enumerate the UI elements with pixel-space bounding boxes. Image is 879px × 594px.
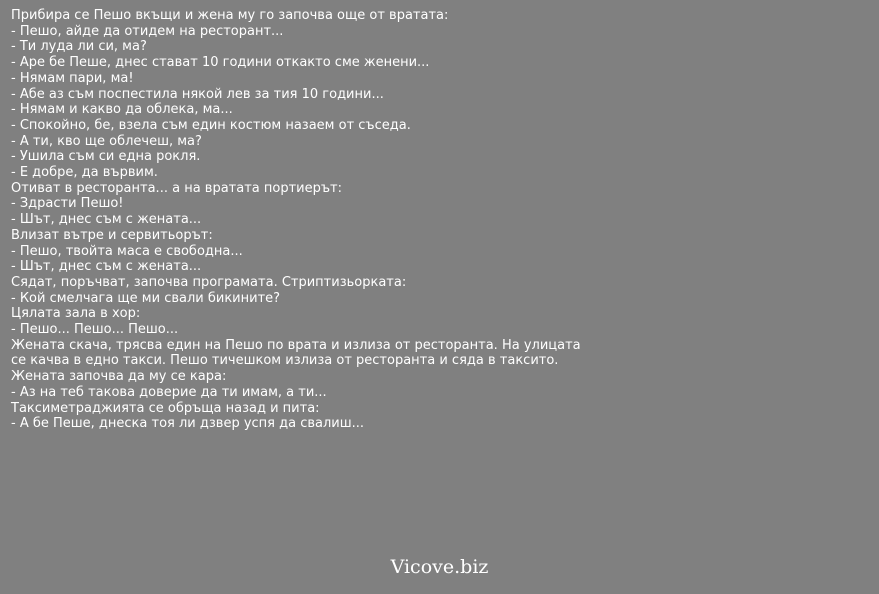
- joke-line: - Е добре, да вървим.: [11, 165, 158, 181]
- joke-line: Жената започва да му се кара:: [11, 369, 227, 385]
- joke-line: Влизат вътре и сервитьорът:: [11, 227, 213, 243]
- joke-line: Цялата зала в хор:: [11, 306, 141, 322]
- site-watermark: Vicove.biz: [390, 556, 489, 578]
- joke-line: - Аз на теб такова доверие да ти имам, а ти...: [11, 384, 327, 400]
- joke-line: - Абе аз съм поспестила някой лев за тия 10 години...: [11, 86, 384, 102]
- joke-line: - Пешо... Пешо... Пешо...: [11, 322, 179, 338]
- joke-line: - Шът, днес съм с жената...: [11, 259, 202, 275]
- joke-line: - Ти луда ли си, ма?: [11, 39, 147, 55]
- joke-line: - Ушила съм си една рокля.: [11, 149, 201, 165]
- joke-line: - Шът, днес съм с жената...: [11, 212, 202, 228]
- joke-text: [11, 8, 591, 432]
- joke-line: - Нямам пари, ма!: [11, 70, 134, 86]
- joke-line: - Спокойно, бе, взела съм един костюм назаем от съседа.: [11, 117, 411, 133]
- joke-line: - Здрасти Пешо!: [11, 196, 124, 212]
- joke-line: Жената скача, трясва един на Пешо по врата и излиза от ресторанта. На улицата се качва в едно такси. Пешо тичешком излиза от ресторанта и сяда в таксито.: [11, 337, 581, 369]
- joke-line: Отиват в ресторанта... а на вратата портиерът:: [11, 180, 342, 196]
- joke-line: - Пешо, твойта маса е свободна...: [11, 243, 243, 259]
- joke-line: - Нямам и какво да облека, ма...: [11, 102, 233, 118]
- joke-line: - А бе Пеше, днеска тоя ли дзвер успя да свалиш...: [11, 416, 365, 432]
- joke-line: - Аре бе Пеше, днес стават 10 години откакто сме женени...: [11, 55, 430, 71]
- joke-line: - Пешо, айде да отидем на ресторант...: [11, 23, 284, 39]
- joke-line: - Кой смелчага ще ми свали бикините?: [11, 290, 281, 306]
- joke-line: Сядат, поръчват, започва програмата. Стриптизьорката:: [11, 274, 407, 290]
- joke-line: - А ти, кво ще облечеш, ма?: [11, 133, 202, 149]
- joke-line: Прибира се Пешо вкъщи и жена му го започва още от вратата:: [11, 8, 449, 23]
- joke-line: Таксиметраджията се обръща назад и пита:: [11, 400, 320, 416]
